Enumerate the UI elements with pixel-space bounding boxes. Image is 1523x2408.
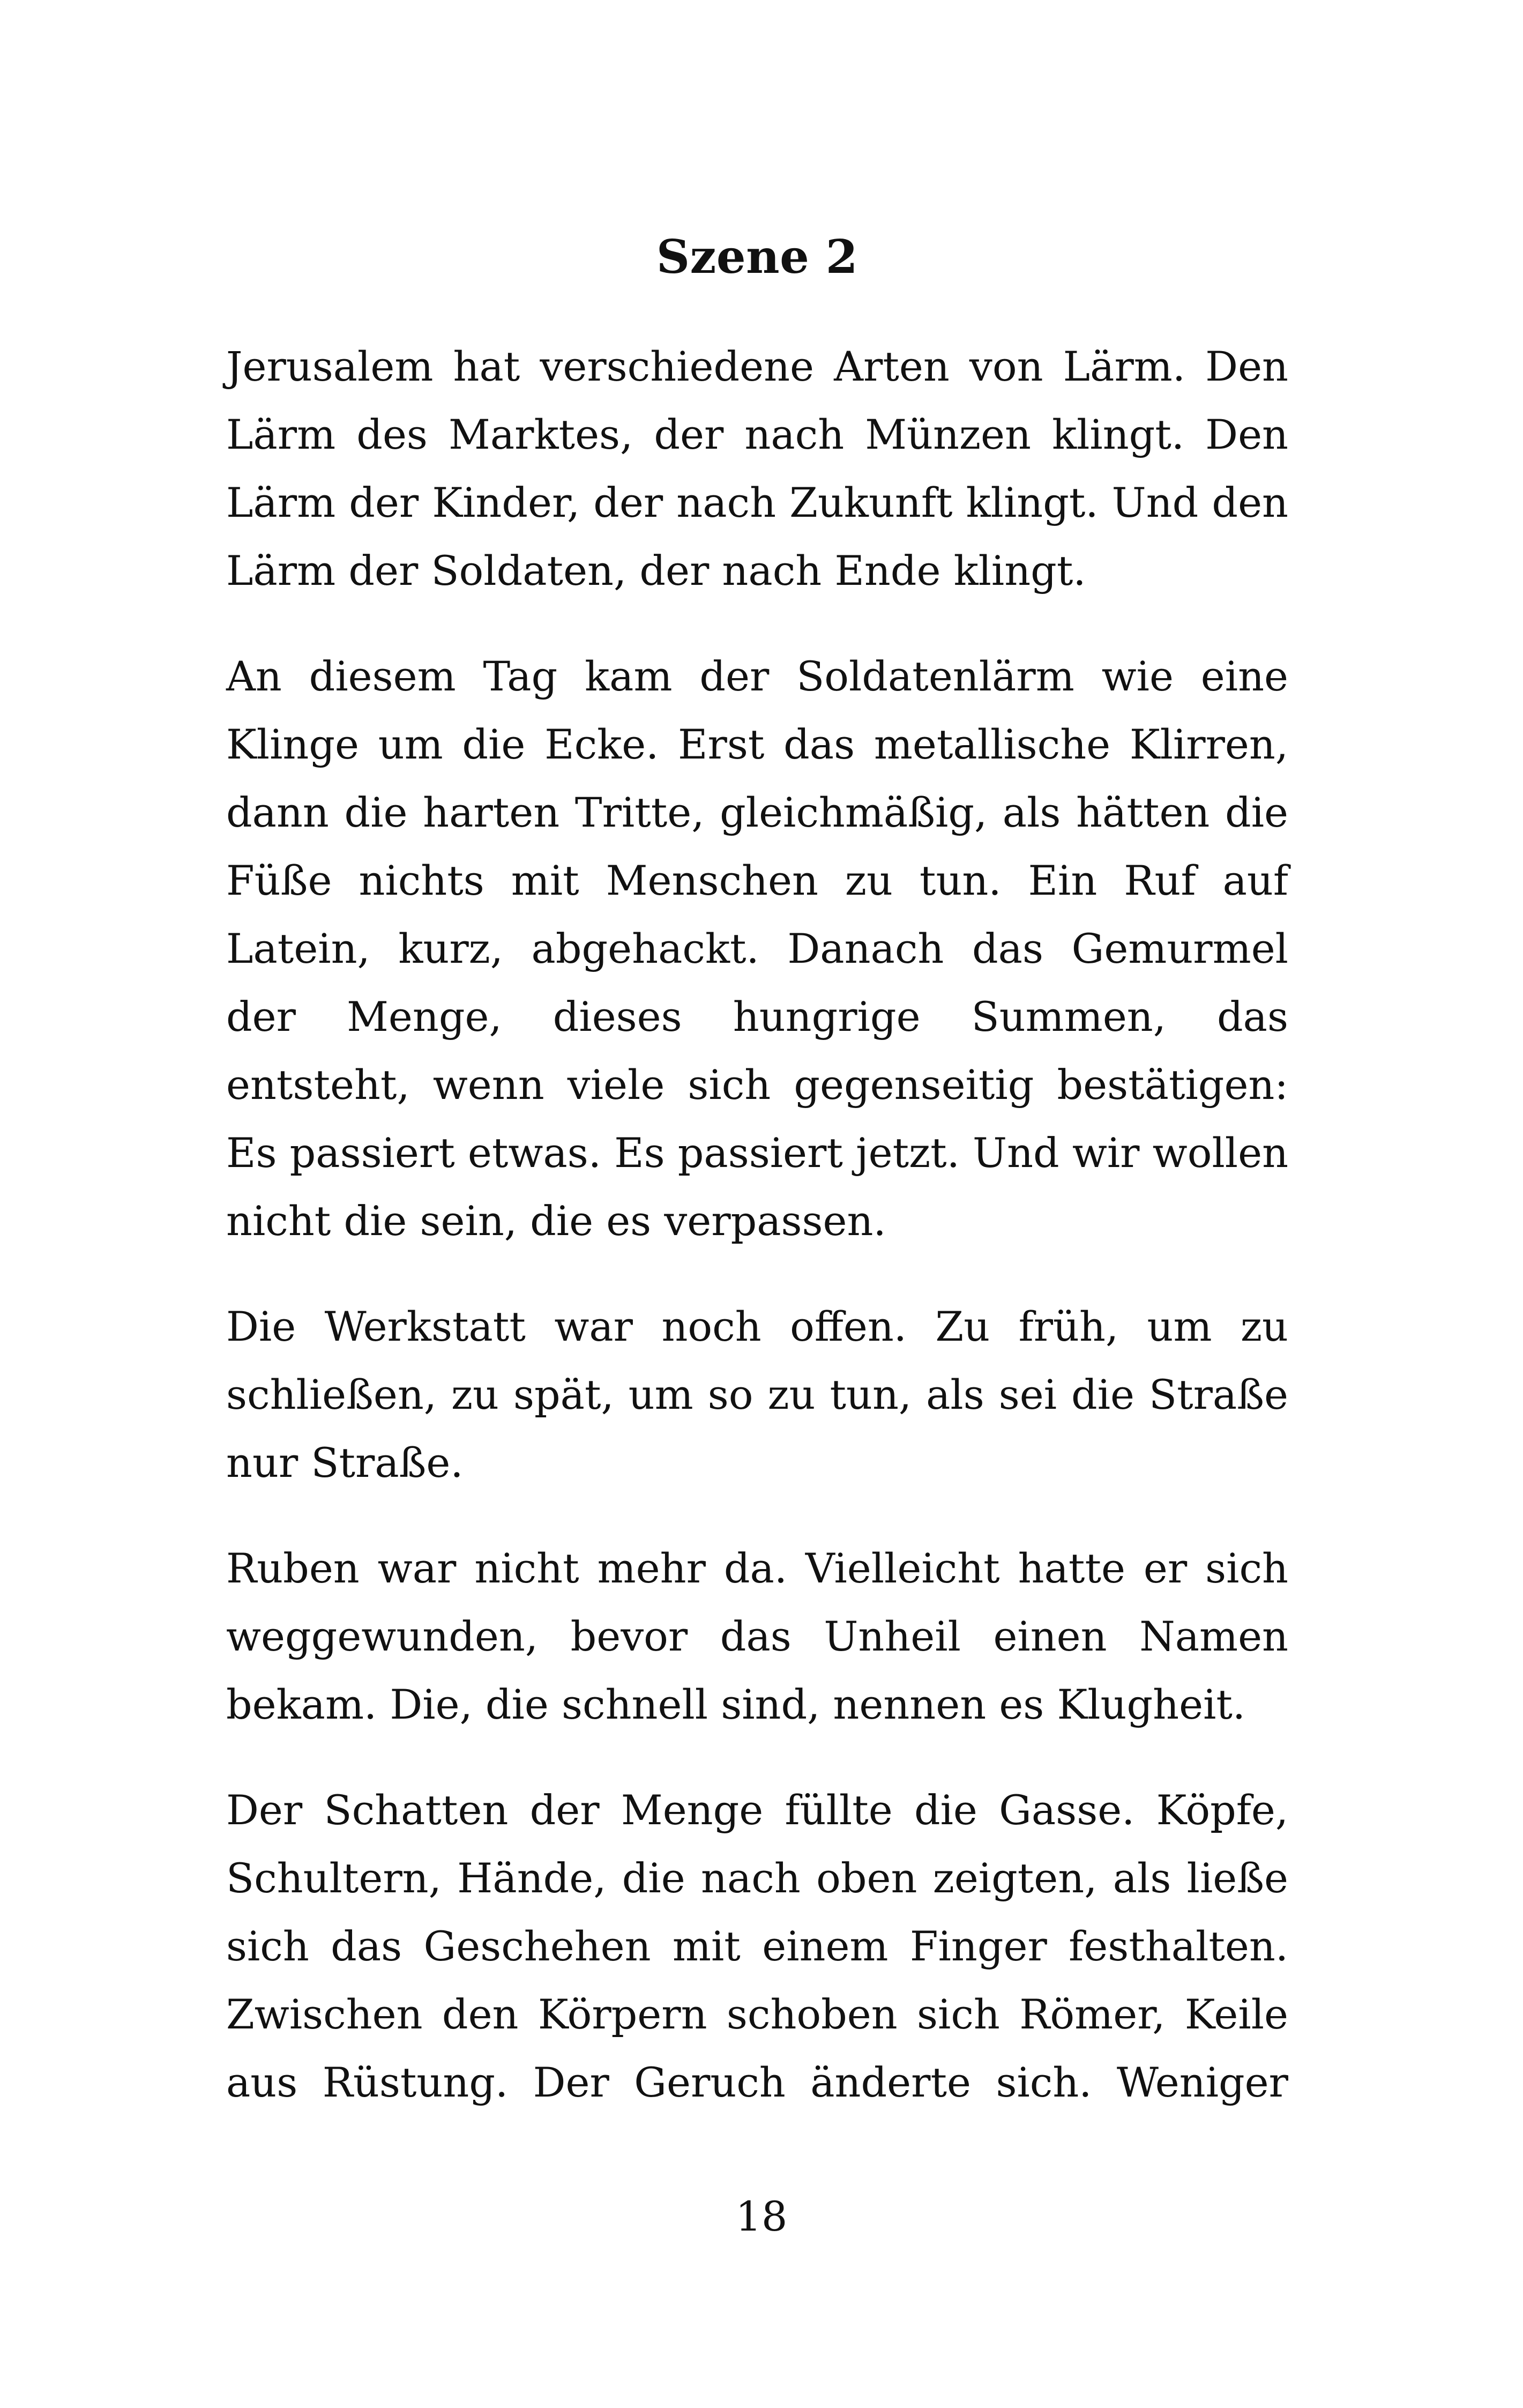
paragraph-1: Jerusalem hat verschiedene Arten von Lärm. Den Lärm des Marktes, der nach Münzen klingt. Den Lärm der Kinder, der nach Zukunft klingt. Und den Lärm der Soldaten, der nach Ende klingt. xyxy=(226,343,1288,594)
paragraph-4: Ruben war nicht mehr da. Vielleicht hatte er sich weggewunden, bevor das Unheil einen Namen bekam. Die, die schnell sind, nennen es Klugheit. xyxy=(226,1544,1288,1728)
body-text xyxy=(226,332,1288,2154)
page-number: 18 xyxy=(735,2193,788,2240)
paragraph-5: Der Schatten der Menge füllte die Gasse. Köpfe, Schultern, Hände, die nach oben zeigten, als ließe sich das Geschehen mit einem Finger festhalten. Zwischen den Körpern schoben sich Römer, Keile aus Rüstung. Der Geruch änderte sich. Weniger xyxy=(226,1786,1288,2106)
scene-heading: Szene 2 xyxy=(656,230,858,284)
paragraph-2: An diesem Tag kam der Soldatenlärm wie eine Klinge um die Ecke. Erst das metallische Klirren, dann die harten Tritte, gleichmäßig, als hätten die Füße nichts mit Menschen zu tun. Ein Ruf auf Latein, kurz, abgehackt. Danach das Gemurmel der Menge, dieses hungrige Summen, das entsteht, wenn viele sich gegenseitig bestätigen: Es passiert etwas. Es passiert jetzt. Und wir wollen nicht die sein, die es verpassen. xyxy=(226,652,1289,1245)
paragraph-3: Die Werkstatt war noch offen. Zu früh, um zu schließen, zu spät, um so zu tun, als sei die Straße nur Straße. xyxy=(226,1303,1288,1487)
